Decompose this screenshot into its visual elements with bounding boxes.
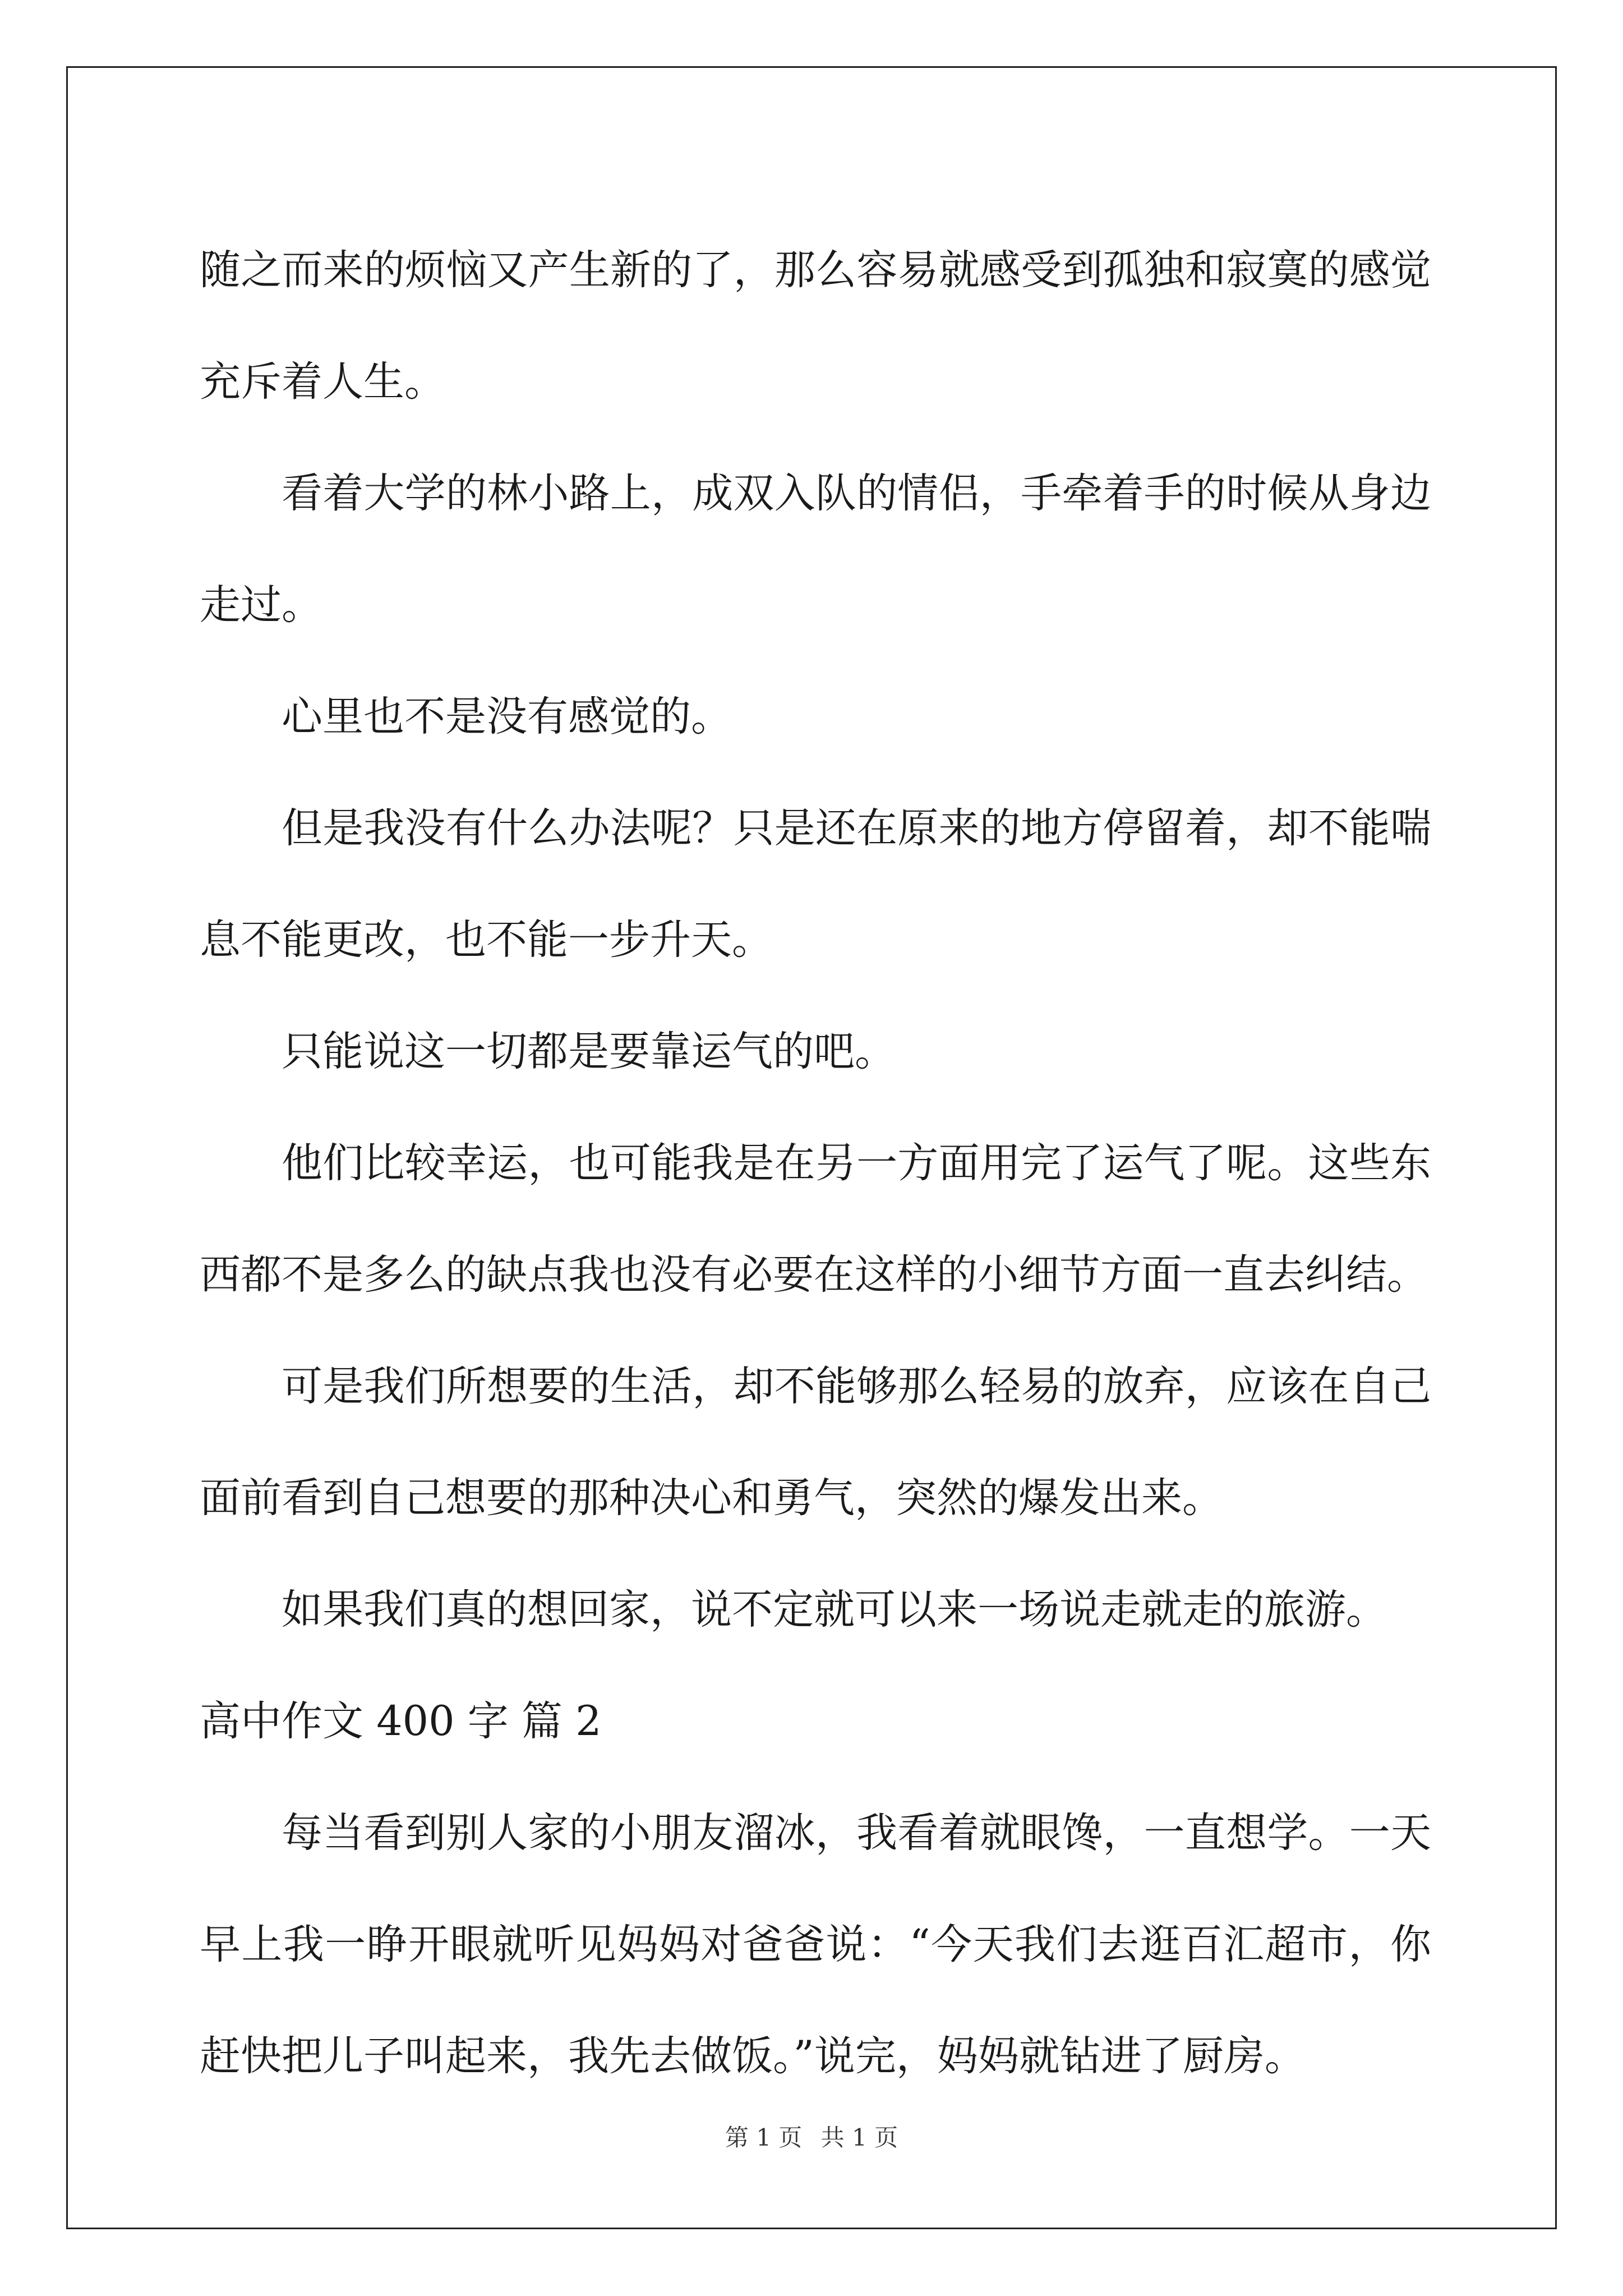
paragraph: 心里也不是没有感觉的。 <box>282 693 732 740</box>
paragraph: 可是我们所想要的生活，却不能够那么轻易的放弃，应该在自己面前看到自己想要的那种决心和勇气，突然的爆发出来。 <box>200 1363 1431 1522</box>
paragraph: 如果我们真的想回家，说不定就可以来一场说走就走的旅游。 <box>282 1586 1387 1634</box>
paragraph: 看着大学的林小路上，成双入队的情侣，手牵着手的时候从身边走过。 <box>200 470 1431 629</box>
paragraph: 每当看到别人家的小朋友溜冰，我看着就眼馋，一直想学。一天早上我一睁开眼就听见妈妈对爸爸说：“今天我们去逛百汇超市，你赶快把儿子叫起来，我先去做饭。”说完，妈妈就钻进了厨房。 <box>200 1809 1431 2080</box>
paragraph: 他们比较幸运，也可能我是在另一方面用完了运气了呢。这些东西都不是多么的缺点我也没有必要在这样的小细节方面一直去纠结。 <box>200 1139 1431 1299</box>
document-body <box>200 214 1431 2112</box>
section-heading: 高中作文 400 字 篇 2 <box>200 1697 602 1745</box>
paragraph: 但是我没有什么办法呢？只是还在原来的地方停留着，却不能喘息不能更改，也不能一步升天。 <box>200 804 1431 964</box>
paragraph: 随之而来的烦恼又产生新的了，那么容易就感受到孤独和寂寞的感觉充斥着人生。 <box>200 246 1431 406</box>
paragraph: 只能说这一切都是要靠运气的吧。 <box>282 1028 896 1075</box>
page-number: 第 1 页 <box>725 2124 803 2151</box>
page-footer <box>0 2119 1623 2153</box>
page-total: 共 1 页 <box>820 2124 898 2151</box>
